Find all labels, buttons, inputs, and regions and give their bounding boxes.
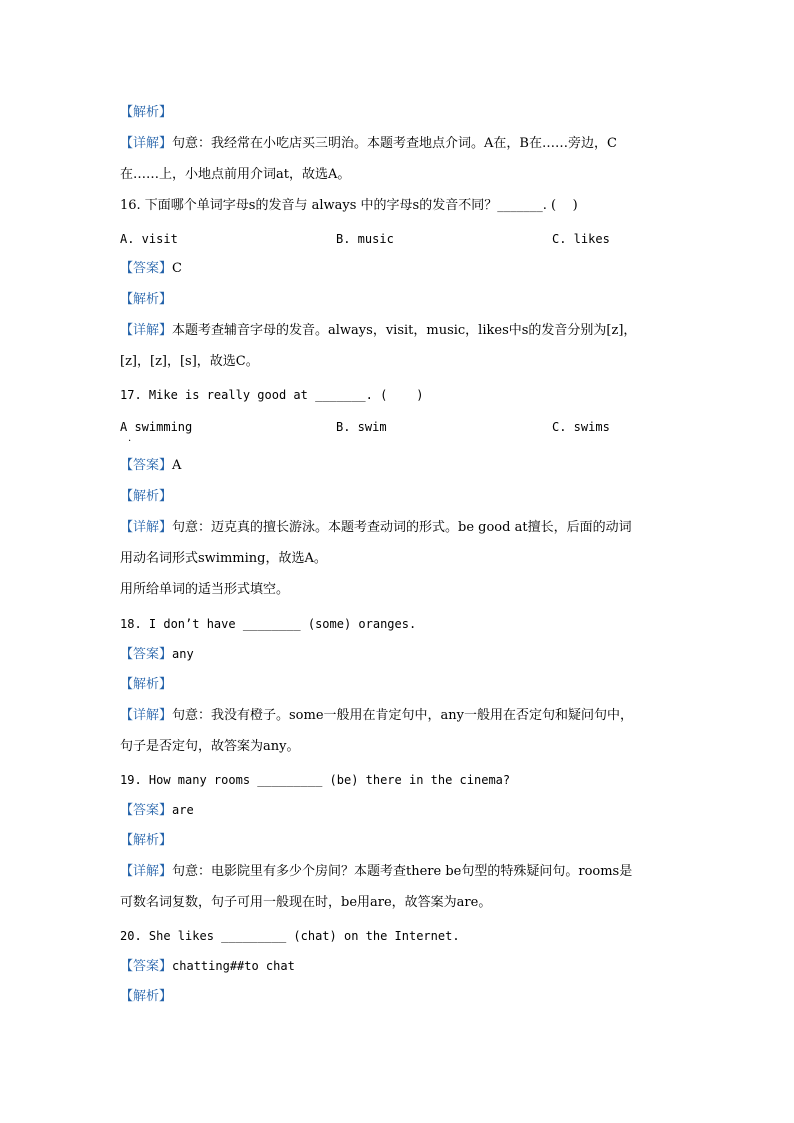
- q17-detail-line-1: 【详解】句意：迈克真的擅长游泳。本题考查动词的形式。be good at擅长，后面的动词: [120, 520, 632, 535]
- q18-answer: 【答案】any: [120, 647, 194, 662]
- option-dot: .: [128, 433, 132, 444]
- q16-detail-line-2: [z]，[z]，[s]，故选C。: [120, 354, 259, 369]
- q16-analysis-label: 【解析】: [120, 292, 173, 307]
- q16-detail-line-1: 【详解】本题考查辅音字母的发音。always，visit，music，likes中s的发音分别为[z]，: [120, 323, 637, 338]
- q17-option-a: A swimming: [120, 420, 193, 434]
- q18-stem: 18. I don’t have ________ (some) oranges.: [120, 617, 417, 631]
- q16-answer: 【答案】C: [120, 261, 182, 276]
- q16-option-a: A. visit: [120, 232, 178, 246]
- q18-detail-line-2: 句子是否定句，故答案为any。: [120, 739, 300, 754]
- q15-analysis-label: 【解析】: [120, 105, 173, 120]
- q19-answer: 【答案】are: [120, 803, 194, 818]
- q20-stem: 20. She likes _________ (chat) on the Internet.: [120, 929, 460, 943]
- q17-option-c: C. swims: [552, 420, 610, 434]
- q16-option-b: B. music: [336, 232, 394, 246]
- q17-stem: 17. Mike is really good at _______. ( ): [120, 388, 424, 402]
- q17-option-b: B. swim: [336, 420, 387, 434]
- q20-analysis-label: 【解析】: [120, 989, 173, 1004]
- detail-tag: 【详解】: [120, 136, 173, 151]
- q17-detail-line-2: 用动名词形式swimming，故选A。: [120, 551, 327, 566]
- q20-answer: 【答案】chatting##to chat: [120, 959, 295, 974]
- q19-detail-line-2: 可数名词复数，句子可用一般现在时，be用are，故答案为are。: [120, 895, 492, 910]
- q16-stem: 16. 下面哪个单词字母s的发音与 always 中的字母s的发音不同？_______. ( ): [120, 198, 578, 213]
- q19-stem: 19. How many rooms _________ (be) there in the cinema?: [120, 773, 511, 787]
- q18-detail-line-1: 【详解】句意：我没有橙子。some一般用在肯定句中，any一般用在否定句和疑问句中，: [120, 708, 634, 723]
- q19-analysis-label: 【解析】: [120, 833, 173, 848]
- q15-detail-line-2: 在……上，小地点前用介词at，故选A。: [120, 167, 351, 182]
- q15-detail-line-1: 【详解】句意：我经常在小吃店买三明治。本题考查地点介词。A在，B在……旁边，C: [120, 136, 617, 151]
- q19-detail-line-1: 【详解】句意：电影院里有多少个房间？本题考查there be句型的特殊疑问句。rooms是: [120, 864, 633, 879]
- answer-tag: 【答案】: [120, 261, 173, 276]
- q17-answer: 【答案】A: [120, 458, 182, 473]
- q16-option-c: C. likes: [552, 232, 610, 246]
- q17-analysis-label: 【解析】: [120, 489, 173, 504]
- q18-analysis-label: 【解析】: [120, 677, 173, 692]
- section-instruction: 用所给单词的适当形式填空。: [120, 582, 290, 597]
